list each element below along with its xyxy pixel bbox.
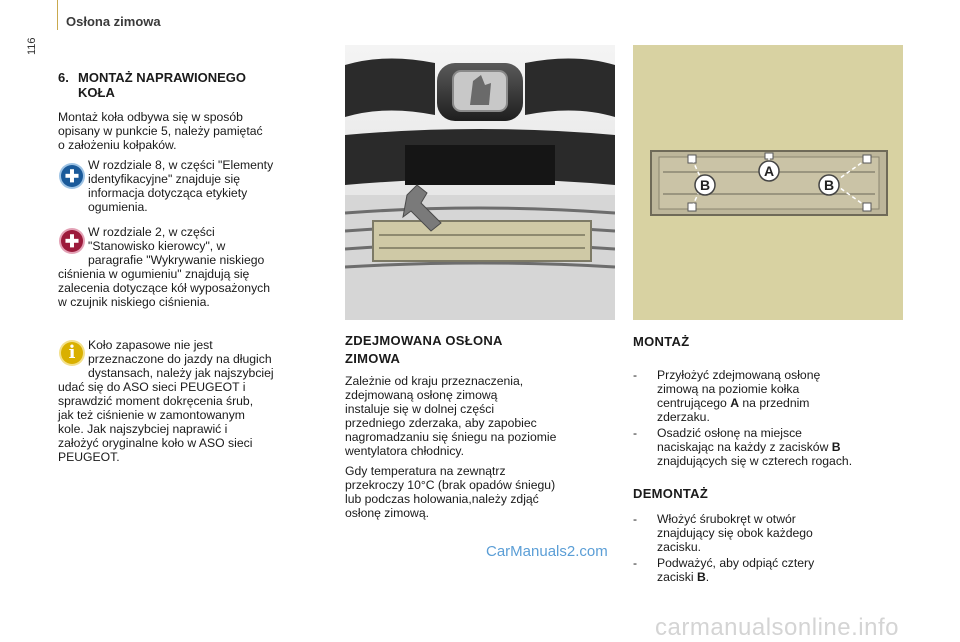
cover-para1-line: przedniego zderzaka, aby zapobiec	[345, 416, 537, 430]
warning-line: dystansach, należy jak najszybciej	[88, 366, 274, 380]
note-vehicle-identification	[88, 158, 328, 214]
step-ref-a: A	[730, 396, 739, 410]
warning-line: kole. Jak najszybciej naprawić i	[58, 422, 228, 436]
cover-para1-line: zdejmowaną osłonę zimową	[345, 388, 498, 402]
footer-watermark: carmanualsonline.info	[655, 614, 899, 641]
step-ref-b: B	[831, 440, 841, 454]
dismount-heading: DEMONTAŻ	[633, 486, 709, 501]
note1-line: informacja dotycząca etykiety	[88, 186, 248, 200]
step-ref-b: B	[696, 570, 706, 584]
front-bumper-photo	[345, 45, 615, 320]
dismount-step-2: - Podważyć, aby odpiąć cztery zaciski B.	[633, 556, 923, 584]
warning-line: udać się do ASO sieci PEUGEOT i	[58, 380, 246, 394]
step-line: Osadzić osłonę na miejsce	[657, 426, 802, 440]
grille-cover-schematic	[633, 45, 903, 320]
warning-line: sprawdzić moment dokręcenia śrub,	[58, 394, 254, 408]
warning-line: Koło zapasowe nie jest	[88, 338, 213, 352]
grille-cover-diagram	[633, 45, 903, 320]
section-title: Osłona zimowa	[66, 14, 161, 29]
mounting-step-1: - Przyłożyć zdejmowaną osłonę zimową na poziomie kołka centrującego A na przednim zderzaku.	[633, 368, 923, 424]
note2-line: "Stanowisko kierowcy", w	[88, 239, 226, 253]
step-line: Włożyć śrubokręt w otwór	[657, 512, 796, 526]
step-line: Przyłożyć zdejmowaną osłonę	[657, 368, 821, 382]
plus-info-icon: ✚	[61, 165, 83, 187]
note1-line: ogumienia.	[88, 200, 148, 214]
step-line: zaciski	[657, 570, 697, 584]
note1-line: W rozdziale 8, w części "Elementy	[88, 158, 274, 172]
step-line: na przednim	[739, 396, 810, 410]
note-low-pressure-detection	[58, 225, 343, 309]
step-line: centrującego	[657, 396, 731, 410]
warning-spare-wheel	[58, 338, 343, 464]
header-accent-rule	[57, 0, 58, 30]
step-line: znajdujących się w czterech rogach.	[657, 454, 853, 468]
intro-line: Montaż koła odbywa się w sposób	[58, 110, 243, 124]
carmanuals-watermark[interactable]: CarManuals2.com	[486, 543, 608, 560]
cover-para1-line: wentylatora chłodnicy.	[345, 444, 464, 458]
cover-para2-line: osłonę zimową.	[345, 506, 429, 520]
note2-line: paragrafie "Wykrywanie niskiego	[88, 253, 265, 267]
warning-line: przeznaczone do jazdy na długich	[88, 352, 272, 366]
diagram-label-b-left: B	[699, 177, 711, 193]
step-line: Podważyć, aby odpiąć cztery	[657, 556, 815, 570]
step-line: naciskając na każdy z zacisków	[657, 440, 832, 454]
cover-heading	[345, 332, 615, 368]
step-line: znajdujący się obok każdego	[657, 526, 813, 540]
note2-line: w czujnik niskiego ciśnienia.	[58, 295, 210, 309]
section6-number: 6.	[58, 70, 69, 85]
note2-line: ciśnienia w ogumieniu" znajdują się	[58, 267, 250, 281]
note2-line: W rozdziale 2, w części	[88, 225, 215, 239]
dismount-steps	[633, 512, 923, 584]
cover-title-line1: ZDEJMOWANA OSŁONA	[345, 333, 503, 348]
intro-line: o założeniu kołpaków.	[58, 138, 177, 152]
cover-para1-line: instaluje się w dolnej części	[345, 402, 495, 416]
step-line: zimową na poziomie kołka	[657, 382, 800, 396]
cover-para2-line: lub podczas holowania,należy zdjąć	[345, 492, 539, 506]
section6-title-line1: MONTAŻ NAPRAWIONEGO	[78, 70, 247, 85]
step-line: zderzaku.	[657, 410, 710, 424]
info-i-icon: i	[61, 342, 83, 364]
diagram-label-a: A	[763, 163, 775, 179]
page-number: 116	[26, 37, 38, 55]
front-bumper-illustration	[345, 45, 615, 320]
cover-title-line2: ZIMOWA	[345, 351, 401, 366]
cover-para2-line: przekroczy 10°C (brak opadów śniegu)	[345, 478, 556, 492]
note2-line: zalecenia dotyczące kół wyposażonych	[58, 281, 271, 295]
warning-line: PEUGEOT.	[58, 450, 120, 464]
cover-description	[345, 374, 625, 520]
dismount-step-1: - Włożyć śrubokręt w otwór znajdujący się obok każdego zacisku.	[633, 512, 923, 554]
mounting-heading: MONTAŻ	[633, 334, 690, 349]
note1-line: identyfikacyjne" znajduje się	[88, 172, 241, 186]
warning-line: jak też ciśnienie w zamontowanym	[58, 408, 245, 422]
plus-info-icon: ✚	[61, 230, 83, 252]
diagram-label-b-right: B	[823, 177, 835, 193]
cover-para1-line: nagromadzaniu się śniegu na poziomie	[345, 430, 557, 444]
warning-line: założyć oryginalne koło w ASO sieci	[58, 436, 253, 450]
cover-para2-line: Gdy temperatura na zewnątrz	[345, 464, 506, 478]
intro-line: opisany w punkcie 5, należy pamiętać	[58, 124, 263, 138]
mounting-steps	[633, 368, 923, 468]
step-line: zacisku.	[657, 540, 702, 554]
section6-intro	[58, 110, 333, 152]
cover-para1-line: Zależnie od kraju przeznaczenia,	[345, 374, 524, 388]
section6-heading	[58, 70, 328, 100]
section6-title-line2: KOŁA	[78, 85, 115, 100]
mounting-step-2: - Osadzić osłonę na miejsce naciskając na każdy z zacisków B znajdujących się w czterech rogach.	[633, 426, 923, 468]
